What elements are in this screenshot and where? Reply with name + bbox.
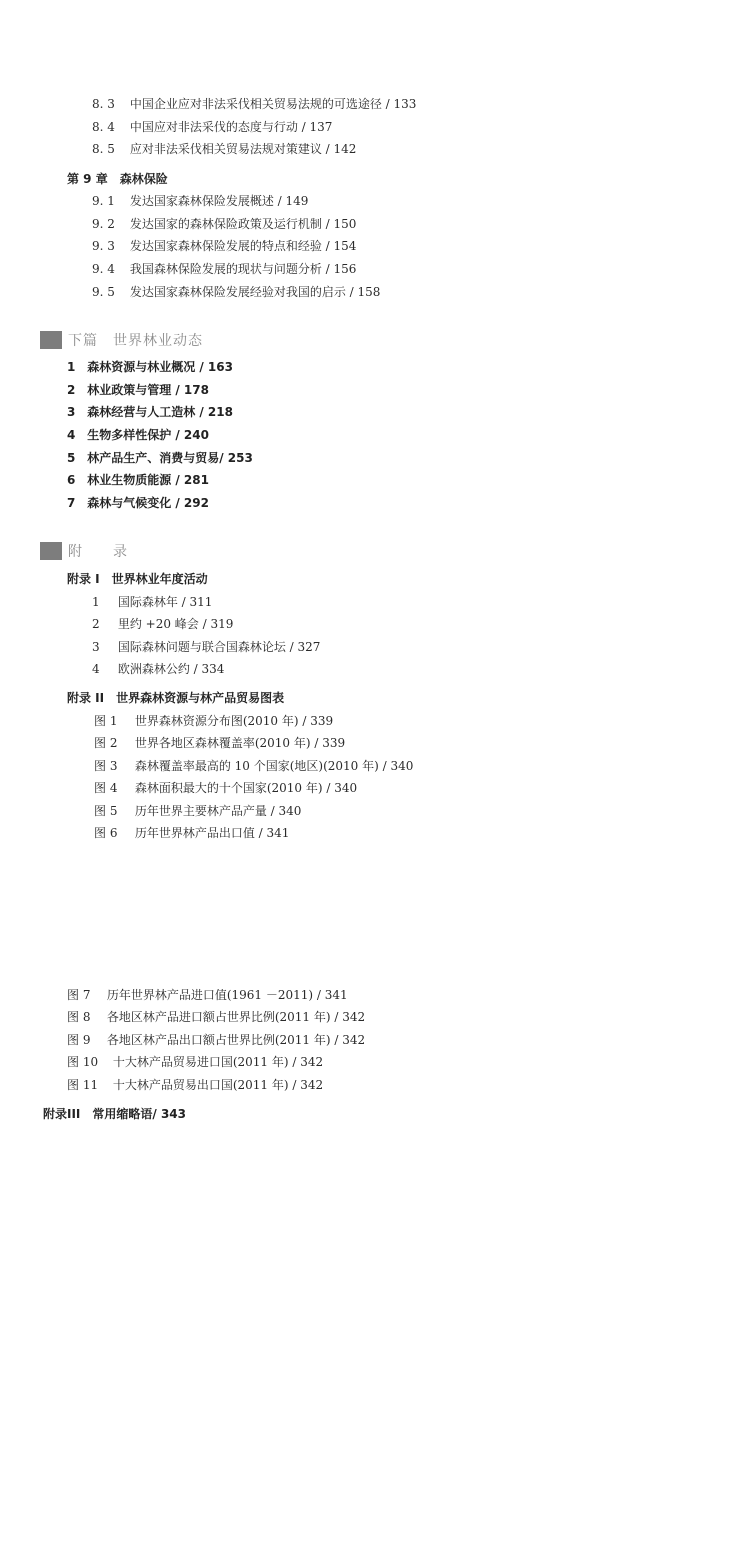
toc-entry[interactable]: 9. 5 发达国家森林保险发展经验对我国的启示 / 158 <box>92 285 381 299</box>
toc-entry[interactable]: 图 6 历年世界林产品出口值 / 341 <box>94 826 290 840</box>
section-header <box>40 330 203 350</box>
toc-entry[interactable]: 图 7 历年世界林产品进口值(1961 －2011) / 341 <box>67 988 348 1002</box>
toc-entry[interactable]: 9. 3 发达国家森林保险发展的特点和经验 / 154 <box>92 239 357 253</box>
toc-entry[interactable]: 图 10 十大林产品贸易进口国(2011 年) / 342 <box>67 1055 324 1069</box>
toc-entry[interactable]: 4 生物多样性保护 / 240 <box>67 428 209 442</box>
appendix-heading[interactable]: 附录 II 世界森林资源与林产品贸易图表 <box>67 691 285 705</box>
toc-entry[interactable]: 1 国际森林年 / 311 <box>92 595 213 609</box>
toc-entry[interactable]: 2 林业政策与管理 / 178 <box>67 383 209 397</box>
toc-entry[interactable]: 图 5 历年世界主要林产品产量 / 340 <box>94 804 302 818</box>
toc-entry[interactable]: 8. 4 中国应对非法采伐的态度与行动 / 137 <box>92 120 333 134</box>
toc-entry[interactable]: 图 4 森林面积最大的十个国家(2010 年) / 340 <box>94 781 358 795</box>
toc-entry[interactable]: 7 森林与气候变化 / 292 <box>67 496 209 510</box>
toc-entry[interactable]: 图 9 各地区林产品出口额占世界比例(2011 年) / 342 <box>67 1033 366 1047</box>
section-title: 下篇 世界林业动态 <box>68 333 203 349</box>
chapter-heading[interactable]: 第 9 章 森林保险 <box>67 172 168 186</box>
toc-entry[interactable]: 9. 2 发达国家的森林保险政策及运行机制 / 150 <box>92 217 357 231</box>
toc-entry[interactable]: 2 里约 +20 峰会 / 319 <box>92 617 234 631</box>
toc-entry[interactable]: 1 森林资源与林业概况 / 163 <box>67 360 233 374</box>
section-title: 附 录 <box>68 544 128 560</box>
toc-entry[interactable]: 9. 1 发达国家森林保险发展概述 / 149 <box>92 194 309 208</box>
toc-entry[interactable]: 3 国际森林问题与联合国森林论坛 / 327 <box>92 640 321 654</box>
toc-entry[interactable]: 5 林产品生产、消费与贸易/ 253 <box>67 451 253 465</box>
appendix-heading[interactable]: 附录 I 世界林业年度活动 <box>67 572 208 586</box>
toc-entry[interactable]: 图 1 世界森林资源分布图(2010 年) / 339 <box>94 714 334 728</box>
toc-entry[interactable]: 图 2 世界各地区森林覆盖率(2010 年) / 339 <box>94 736 346 750</box>
toc-entry[interactable]: 图 3 森林覆盖率最高的 10 个国家(地区)(2010 年) / 340 <box>94 759 414 773</box>
toc-entry[interactable]: 3 森林经营与人工造林 / 218 <box>67 405 233 419</box>
toc-entry[interactable]: 图 11 十大林产品贸易出口国(2011 年) / 342 <box>67 1078 324 1092</box>
section-marker <box>40 542 62 560</box>
toc-entry[interactable]: 8. 5 应对非法采伐相关贸易法规对策建议 / 142 <box>92 142 357 156</box>
section-header <box>40 541 128 561</box>
toc-entry[interactable]: 8. 3 中国企业应对非法采伐相关贸易法规的可选途径 / 133 <box>92 97 417 111</box>
section-marker <box>40 331 62 349</box>
toc-entry[interactable]: 6 林业生物质能源 / 281 <box>67 473 209 487</box>
toc-entry[interactable]: 9. 4 我国森林保险发展的现状与问题分析 / 156 <box>92 262 357 276</box>
appendix-heading[interactable]: 附录III 常用缩略语/ 343 <box>43 1107 187 1121</box>
toc-entry[interactable]: 图 8 各地区林产品进口额占世界比例(2011 年) / 342 <box>67 1010 366 1024</box>
toc-entry[interactable]: 4 欧洲森林公约 / 334 <box>92 662 225 676</box>
